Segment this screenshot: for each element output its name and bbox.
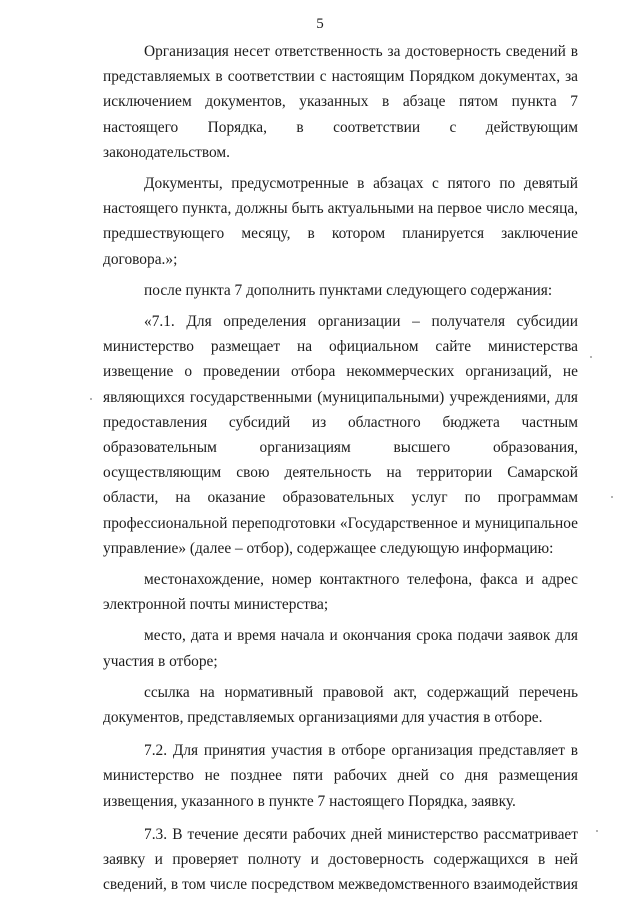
scan-speck bbox=[90, 398, 92, 400]
paragraph-clause-7-1: «7.1. Для определения организации – получателя субсидии министерство размещает на официальном сайте министерства извещение о проведении отбора некоммерческих организаций, не являющихся государственными (муниципальными) учреждениями, для предоставления субсидий из областного бюджета частным образовательным организациям высшего образования, осуществляющим свою деятельность на территории Самарской области, на оказание образовательных услуг по программам профессиональной переподготовки «Государственное и муниципальное управление» (далее – отбор), содержащее следующую информацию: bbox=[103, 313, 578, 557]
paragraph-responsibility: Организация несет ответственность за достоверность сведений в представляемых в соответствии с настоящим Порядком документах, за исключением документов, указанных в абзаце пятом пункта 7 настоящего Порядка, в соответствии с действующим законодательством. bbox=[103, 43, 578, 161]
paragraph-clause-7-3: 7.3. В течение десяти рабочих дней министерство рассматривает заявку и проверяет полноту и достоверность содержащихся в ней сведений, в том числе посредством межведомственного взаимодействия bbox=[103, 825, 578, 894]
paragraph-info-location: местонахождение, номер контактного телефона, факса и адрес электронной почты министерства; bbox=[103, 571, 578, 614]
paragraph-info-dates: место, дата и время начала и окончания срока подачи заявок для участия в отборе; bbox=[103, 627, 578, 670]
scan-speck bbox=[611, 496, 613, 498]
paragraph-clause-7-2: 7.2. Для принятия участия в отборе организация представляет в министерство не позднее пяти рабочих дней со дня размещения извещения, указанного в пункте 7 настоящего Порядка, заявку. bbox=[103, 742, 578, 810]
document-body bbox=[103, 39, 578, 898]
paragraph-documents-actuality: Документы, предусмотренные в абзацах с пятого по девятый настоящего пункта, должны быть актуальными на первое число месяца, предшествующего месяцу, в котором планируется заключение договора.»; bbox=[103, 175, 578, 268]
scan-speck bbox=[596, 830, 598, 832]
paragraph-info-link: ссылка на нормативный правовой акт, содержащий перечень документов, представляемых организациями для участия в отборе. bbox=[103, 683, 578, 727]
scan-speck bbox=[590, 356, 592, 358]
page-number: 5 bbox=[316, 16, 324, 32]
paragraph-amendment-intro: после пункта 7 дополнить пунктами следующего содержания: bbox=[144, 281, 553, 299]
